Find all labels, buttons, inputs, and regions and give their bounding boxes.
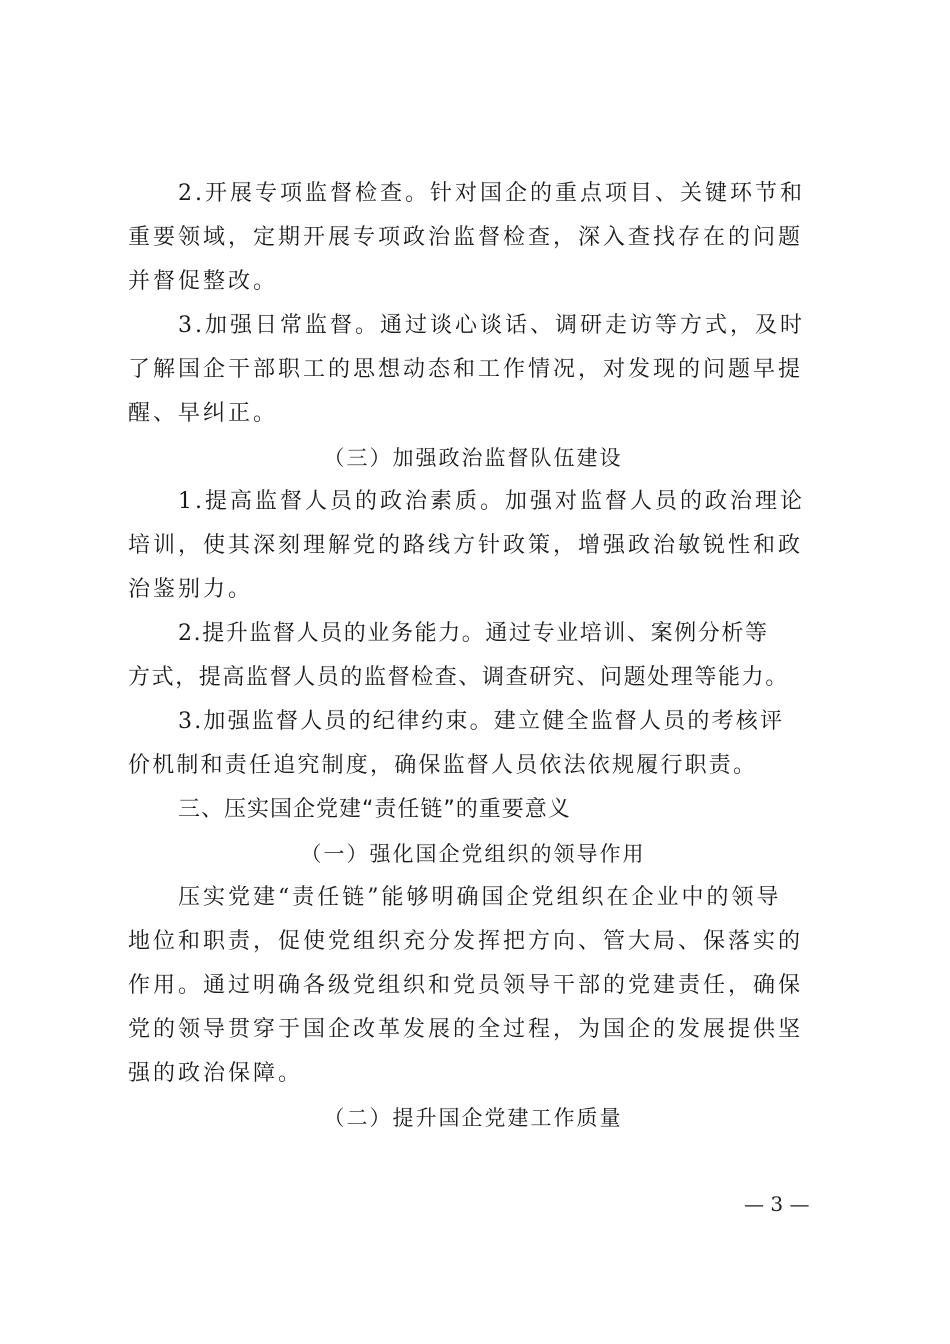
text-line: 3.加强监督人员的纪律约束。建立健全监督人员的考核评	[178, 709, 785, 734]
paragraph	[128, 876, 818, 1096]
text-line: 了解国企干部职工的思想动态和工作情况，对发现的问题早提	[128, 357, 804, 382]
subsection-heading: （三）加强政治监督队伍建设	[323, 446, 623, 470]
text-line: 2.提升监督人员的业务能力。通过专业培训、案例分析等	[178, 621, 769, 646]
document-body	[128, 172, 818, 1140]
paragraph	[128, 304, 818, 436]
subsection-heading: （一）强化国企党组织的领导作用	[300, 842, 646, 866]
text-line: 地位和职责，促使党组织充分发挥把方向、管大局、保落实的	[128, 929, 804, 954]
text-line: 2.开展专项监督检查。针对国企的重点项目、关键环节和	[178, 181, 805, 206]
text-line: 作用。通过明确各级党组织和党员领导干部的党建责任，确保	[128, 973, 804, 998]
page-number: — 3 —	[744, 1192, 810, 1216]
text-line: 培训，使其深刻理解党的路线方针政策，增强政治敏锐性和政	[128, 533, 804, 558]
text-line: 价机制和责任追究制度，确保监督人员依法依规履行职责。	[128, 753, 758, 778]
text-line: 方式，提高监督人员的监督检查、调查研究、问题处理等能力。	[128, 665, 789, 690]
text-line: 3.加强日常监督。通过谈心谈话、调研走访等方式，及时	[178, 313, 805, 338]
paragraph	[128, 612, 818, 700]
paragraph	[128, 480, 818, 612]
text-line: 并督促整改。	[128, 269, 279, 294]
text-line: 重要领域，定期开展专项政治监督检查，深入查找存在的问题	[128, 225, 804, 250]
text-line: 党的领导贯穿于国企改革发展的全过程，为国企的发展提供坚	[128, 1017, 804, 1042]
text-line: 1.提高监督人员的政治素质。加强对监督人员的政治理论	[178, 489, 805, 514]
paragraph	[128, 700, 818, 788]
text-line: 压实党建“责任链”能够明确国企党组织在企业中的领导	[178, 885, 782, 910]
section-heading: 三、压实国企党建“责任链”的重要意义	[178, 797, 571, 822]
text-line: 强的政治保障。	[128, 1061, 304, 1086]
text-line: 醒、早纠正。	[128, 401, 279, 426]
text-line: 治鉴别力。	[128, 577, 254, 602]
paragraph	[128, 172, 818, 304]
subsection-heading: （二）提升国企党建工作质量	[323, 1106, 623, 1130]
